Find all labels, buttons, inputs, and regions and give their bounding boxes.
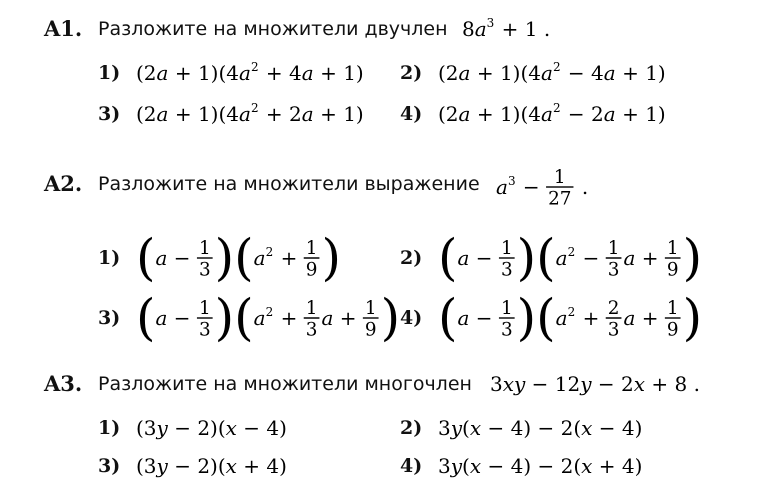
math-text: + bbox=[635, 246, 665, 270]
fraction-denominator: 3 bbox=[198, 259, 211, 281]
math-variable: a bbox=[541, 61, 553, 85]
math-text: + 1)(4 bbox=[470, 102, 541, 126]
math-text: − 4) bbox=[592, 416, 643, 440]
fraction-numerator: 1 bbox=[666, 238, 679, 259]
fraction-numerator: 1 bbox=[198, 238, 211, 259]
math-text: + 1)(4 bbox=[168, 102, 239, 126]
math-variable: x bbox=[633, 372, 646, 396]
math-variable: a bbox=[457, 306, 470, 330]
math-variable: x bbox=[225, 416, 237, 440]
answer-option[interactable] bbox=[400, 228, 730, 288]
math-variable: y bbox=[450, 416, 463, 440]
option-expression bbox=[136, 443, 396, 489]
answer-option[interactable] bbox=[400, 50, 700, 96]
fraction-numerator: 1 bbox=[305, 238, 318, 259]
fraction-denominator: 3 bbox=[607, 259, 620, 281]
math-text: 3 bbox=[438, 416, 451, 440]
math-variable: a bbox=[458, 102, 471, 126]
math-bracket: ) bbox=[682, 288, 703, 347]
math-bracket: ( bbox=[234, 288, 254, 347]
math-text: + 4) bbox=[236, 454, 287, 478]
fraction-numerator: 1 bbox=[305, 298, 318, 319]
question-a2 bbox=[0, 162, 773, 212]
math-exponent: 2 bbox=[250, 101, 259, 115]
fraction-numerator: 1 bbox=[364, 298, 377, 319]
option-number: 3) bbox=[98, 307, 121, 329]
question-expression bbox=[462, 7, 582, 51]
question-number: A1. bbox=[44, 16, 83, 41]
math-bracket: ( bbox=[536, 228, 556, 287]
math-variable: a bbox=[239, 102, 251, 126]
math-variable: a bbox=[541, 102, 553, 126]
math-text: − bbox=[469, 306, 499, 330]
math-text: − 4) bbox=[236, 416, 287, 440]
question-text: Разложите на множители многочлен bbox=[98, 373, 472, 395]
math-bracket: ( bbox=[536, 288, 556, 347]
fraction-denominator: 9 bbox=[666, 319, 679, 341]
math-bracket: ) bbox=[214, 288, 235, 347]
math-text: − 2 bbox=[561, 102, 604, 126]
math-text: . bbox=[687, 372, 700, 396]
math-text: − 4 bbox=[561, 61, 604, 85]
option-number: 2) bbox=[400, 62, 423, 84]
math-text: + bbox=[333, 306, 363, 330]
option-number: 4) bbox=[400, 455, 423, 477]
fraction-denominator: 3 bbox=[198, 319, 211, 341]
math-variable: a bbox=[253, 306, 266, 330]
math-variable: a bbox=[623, 306, 636, 330]
math-exponent: 2 bbox=[552, 60, 561, 74]
math-text: (3 bbox=[136, 454, 157, 478]
math-text: (2 bbox=[438, 61, 459, 85]
math-bracket: ( bbox=[136, 228, 156, 287]
math-variable: x bbox=[581, 454, 593, 478]
math-variable: a bbox=[474, 17, 487, 41]
math-exponent: 2 bbox=[567, 305, 576, 319]
math-text: ( bbox=[462, 454, 470, 478]
math-variable: y bbox=[156, 454, 168, 478]
math-text: . bbox=[575, 175, 589, 199]
answer-option[interactable] bbox=[98, 228, 398, 288]
math-text: − bbox=[469, 246, 499, 270]
math-variable: a bbox=[321, 306, 334, 330]
fraction-numerator: 1 bbox=[500, 298, 513, 319]
fraction-numerator: 1 bbox=[198, 298, 211, 319]
option-expression bbox=[136, 91, 396, 137]
math-text: − 4) − 2( bbox=[481, 454, 582, 478]
math-bracket: ( bbox=[438, 228, 458, 287]
math-variable: y bbox=[580, 372, 592, 396]
option-expression bbox=[136, 288, 401, 348]
math-variable: x bbox=[469, 416, 482, 440]
math-text: + bbox=[274, 306, 304, 330]
math-variable: xy bbox=[502, 372, 526, 396]
math-text: + 1) bbox=[313, 61, 364, 85]
fraction-denominator: 3 bbox=[500, 319, 513, 341]
math-text: − 4) − 2( bbox=[481, 416, 582, 440]
math-text: − bbox=[516, 175, 547, 199]
question-a1 bbox=[0, 7, 773, 51]
math-text: + 1) bbox=[615, 61, 666, 85]
math-variable: y bbox=[156, 416, 168, 440]
option-number: 4) bbox=[400, 103, 423, 125]
fraction-denominator: 9 bbox=[305, 259, 318, 281]
math-variable: x bbox=[469, 454, 482, 478]
math-text: + 1)(4 bbox=[470, 61, 541, 85]
answer-option[interactable] bbox=[98, 50, 398, 96]
question-text: Разложите на множители двучлен bbox=[98, 18, 448, 40]
math-bracket: ( bbox=[234, 228, 254, 287]
math-variable: x bbox=[581, 416, 593, 440]
option-expression bbox=[438, 50, 698, 96]
question-a3 bbox=[0, 362, 773, 406]
math-exponent: 3 bbox=[486, 16, 495, 30]
option-number: 3) bbox=[98, 455, 121, 477]
math-text: + 2 bbox=[259, 102, 302, 126]
option-expression bbox=[438, 91, 698, 137]
math-bracket: ( bbox=[136, 288, 156, 347]
fraction-denominator: 27 bbox=[548, 188, 572, 210]
math-text: − 2 bbox=[591, 372, 634, 396]
question-expression bbox=[496, 162, 616, 212]
fraction-denominator: 9 bbox=[666, 259, 679, 281]
math-text: (2 bbox=[136, 102, 157, 126]
math-text: + 1)(4 bbox=[168, 61, 239, 85]
fraction-numerator: 1 bbox=[500, 238, 513, 259]
math-text: (2 bbox=[438, 102, 459, 126]
math-variable: a bbox=[457, 246, 470, 270]
math-text: + 1) bbox=[313, 102, 364, 126]
math-text: − 2)( bbox=[167, 416, 226, 440]
math-variable: a bbox=[603, 61, 616, 85]
math-text: 3 bbox=[438, 454, 451, 478]
math-variable: x bbox=[225, 454, 237, 478]
math-variable: a bbox=[301, 102, 314, 126]
math-text: . bbox=[537, 17, 551, 41]
math-text: + bbox=[274, 246, 304, 270]
option-number: 1) bbox=[98, 247, 121, 269]
math-text: + 1 bbox=[495, 17, 538, 41]
option-expression bbox=[438, 228, 728, 288]
math-exponent: 2 bbox=[250, 60, 259, 74]
math-text: − bbox=[576, 246, 606, 270]
option-number: 2) bbox=[400, 417, 423, 439]
fraction-denominator: 3 bbox=[607, 319, 620, 341]
math-bracket: ) bbox=[516, 288, 537, 347]
option-number: 3) bbox=[98, 103, 121, 125]
math-variable: a bbox=[496, 175, 508, 199]
math-text: − 12 bbox=[525, 372, 581, 396]
math-exponent: 2 bbox=[567, 245, 576, 259]
math-text: ( bbox=[462, 416, 470, 440]
math-bracket: ) bbox=[682, 228, 703, 287]
option-number: 4) bbox=[400, 307, 423, 329]
answer-option[interactable] bbox=[400, 288, 730, 348]
option-number: 2) bbox=[400, 247, 423, 269]
answer-option[interactable] bbox=[400, 91, 700, 137]
math-variable: a bbox=[155, 246, 168, 270]
option-expression bbox=[438, 443, 698, 489]
question-number: A2. bbox=[44, 171, 83, 196]
math-variable: a bbox=[301, 61, 314, 85]
math-bracket: ( bbox=[438, 288, 458, 347]
option-expression bbox=[136, 228, 396, 288]
question-expression bbox=[490, 362, 700, 406]
math-bracket: ) bbox=[321, 228, 341, 287]
math-exponent: 2 bbox=[552, 101, 561, 115]
math-text: (3 bbox=[136, 416, 157, 440]
math-variable: a bbox=[623, 246, 636, 270]
math-text: − bbox=[167, 306, 197, 330]
math-exponent: 2 bbox=[265, 305, 274, 319]
answer-option[interactable] bbox=[400, 443, 700, 489]
option-expression bbox=[136, 50, 396, 96]
fraction-numerator: 1 bbox=[553, 167, 566, 188]
math-variable: a bbox=[239, 61, 251, 85]
question-text: Разложите на множители выражение bbox=[98, 173, 480, 195]
question-number: A3. bbox=[44, 371, 83, 396]
math-text: 8 bbox=[462, 17, 475, 41]
math-text: + bbox=[635, 306, 665, 330]
fraction-denominator: 9 bbox=[364, 319, 377, 341]
math-exponent: 2 bbox=[265, 245, 274, 259]
fraction-numerator: 2 bbox=[607, 298, 620, 319]
math-variable: a bbox=[155, 306, 168, 330]
option-expression bbox=[438, 288, 728, 348]
fraction-denominator: 3 bbox=[500, 259, 513, 281]
math-text: + 4) bbox=[592, 454, 643, 478]
option-number: 1) bbox=[98, 62, 121, 84]
fraction-numerator: 1 bbox=[666, 298, 679, 319]
math-text: + 4 bbox=[259, 61, 302, 85]
answer-option[interactable] bbox=[98, 91, 398, 137]
answer-option[interactable] bbox=[98, 443, 398, 489]
math-variable: a bbox=[555, 306, 568, 330]
math-bracket: ) bbox=[214, 228, 235, 287]
math-bracket: ) bbox=[516, 228, 537, 287]
math-variable: a bbox=[458, 61, 471, 85]
option-number: 1) bbox=[98, 417, 121, 439]
math-variable: a bbox=[603, 102, 616, 126]
answer-option[interactable] bbox=[98, 288, 401, 348]
math-variable: y bbox=[450, 454, 463, 478]
math-variable: a bbox=[555, 246, 568, 270]
fraction-numerator: 1 bbox=[607, 238, 620, 259]
math-text: 3 bbox=[490, 372, 503, 396]
math-text: + 1) bbox=[615, 102, 666, 126]
math-variable: a bbox=[253, 246, 266, 270]
math-variable: a bbox=[156, 61, 169, 85]
math-exponent: 3 bbox=[507, 174, 516, 188]
math-text: + bbox=[576, 306, 606, 330]
math-text: − bbox=[167, 246, 197, 270]
math-text: + 8 bbox=[645, 372, 688, 396]
math-text: − 2)( bbox=[167, 454, 226, 478]
math-text: (2 bbox=[136, 61, 157, 85]
math-bracket: ) bbox=[380, 288, 401, 347]
fraction-denominator: 3 bbox=[305, 319, 318, 341]
math-variable: a bbox=[156, 102, 169, 126]
